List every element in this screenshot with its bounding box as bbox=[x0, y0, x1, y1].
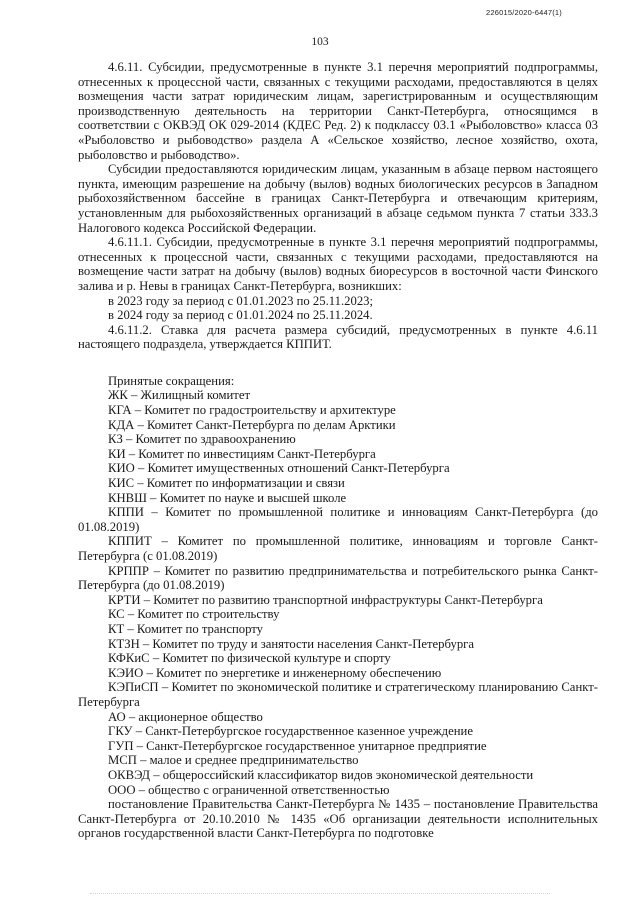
abbreviation-item: КС – Комитет по строительству bbox=[108, 607, 280, 622]
abbreviation-item: ООО – общество с ограниченной ответственностью bbox=[108, 782, 390, 797]
abbreviation-item: КДА – Комитет Санкт-Петербурга по делам Арктики bbox=[108, 417, 396, 432]
abbreviation-item: КГА – Комитет по градостроительству и архитектуре bbox=[108, 403, 396, 418]
abbreviation-item: КППИ – Комитет по промышленной политике и инновациям Санкт-Петербурга (до 01.08.2019) bbox=[78, 505, 598, 534]
abbreviation-item: КППИТ – Комитет по промышленной политике, инновациям и торговле Санкт-Петербурга (с 01.08.2019) bbox=[78, 534, 598, 563]
abbreviation-item: ЖК – Жилищный комитет bbox=[108, 388, 251, 403]
paragraph-subsidy-recipients: Субсидии предоставляются юридическим лицам, указанным в абзаце первом настоящего пункта, имеющим разрешение на добычу (вылов) водных биологических ресурсов в Западном рыбохозяйственном бассейне в границах Санкт-Петербурга и отвечающим критериям, установленным для рыбохозяйственных организаций в абзаце седьмом пункта 7 статьи 333.3 Налогового кодекса Российской Федерации. bbox=[78, 162, 598, 235]
abbreviation-item: постановление Правительства Санкт-Петербурга № 1435 – постановление Правительства Санкт-Петербурга от 20.10.2010 № 1435 «Об организации деятельности исполнительных органов государственной власти Санкт-Петербурга по подготовке bbox=[78, 797, 598, 841]
paragraph-4-6-11-1: 4.6.11.1. Субсидии, предусмотренные в пункте 3.1 перечня мероприятий подпрограммы, отнесенных к процессной части, связанных с текущими расходами, предоставляются на возмещение части затрат на добычу (вылов) водных биоресурсов в восточной части Финского залива и р. Невы в границах Санкт-Петербурга, возникших: bbox=[78, 235, 598, 293]
scan-bottom-edge bbox=[90, 893, 550, 900]
paragraph-4-6-11-2: 4.6.11.2. Ставка для расчета размера субсидий, предусмотренных в пункте 4.6.11 настоящего подраздела, утверждается КППИТ. bbox=[78, 322, 598, 352]
abbreviation-item: КЗ – Комитет по здравоохранению bbox=[108, 432, 296, 447]
abbreviation-item: КФКиС – Комитет по физической культуре и спорту bbox=[108, 651, 391, 666]
abbreviation-item: ГУП – Санкт-Петербургское государственное унитарное предприятие bbox=[108, 738, 487, 753]
paragraph-period-2023: в 2023 году за период с 01.01.2023 по 25.11.2023; bbox=[108, 293, 374, 308]
document-id: 226015/2020-6447(1) bbox=[486, 8, 562, 17]
abbreviation-item: КТЗН – Комитет по труду и занятости населения Санкт-Петербурга bbox=[108, 636, 475, 651]
abbreviation-item: АО – акционерное общество bbox=[108, 709, 263, 724]
abbreviations-heading: Принятые сокращения: bbox=[108, 373, 235, 388]
paragraph-4-6-11: 4.6.11. Субсидии, предусмотренные в пункте 3.1 перечня мероприятий подпрограммы, отнесенных к процессной части, связанных с текущими расходами, предоставляются в целях возмещения части затрат юридическим лицам, зарегистрированным и осуществляющим производственную деятельность на территории Санкт-Петербурга, относящимся в соответствии с ОКВЭД ОК 029-2014 (КДЕС Ред. 2) к подклассу 03.1 «Рыболовство» класса 03 «Рыболовство и рыбоводство» раздела А «Сельское хозяйство, лесное хозяйство, охота, рыболовство и рыбоводство». bbox=[78, 60, 598, 162]
paragraph-period-2024: в 2024 году за период с 01.01.2024 по 25.11.2024. bbox=[108, 308, 373, 323]
abbreviation-item: ГКУ – Санкт-Петербургское государственное казенное учреждение bbox=[108, 724, 473, 739]
document-body bbox=[78, 60, 598, 841]
page-number: 103 bbox=[311, 36, 329, 48]
abbreviation-item: КНВШ – Комитет по науке и высшей школе bbox=[108, 490, 347, 505]
abbreviation-item: КЭПиСП – Комитет по экономической политике и стратегическому планированию Санкт-Петербурга bbox=[78, 680, 598, 709]
abbreviation-item: МСП – малое и среднее предпринимательство bbox=[108, 753, 359, 768]
abbreviation-item: КЭИО – Комитет по энергетике и инженерному обеспечению bbox=[108, 665, 442, 680]
abbreviation-item: КРТИ – Комитет по развитию транспортной инфраструктуры Санкт-Петербурга bbox=[108, 592, 543, 607]
abbreviation-item: КИС – Комитет по информатизации и связи bbox=[108, 476, 345, 491]
abbreviation-item: ОКВЭД – общероссийский классификатор видов экономической деятельности bbox=[108, 767, 534, 782]
abbreviations-list bbox=[78, 388, 598, 840]
abbreviation-item: КТ – Комитет по транспорту bbox=[108, 621, 263, 636]
abbreviation-item: КИ – Комитет по инвестициям Санкт-Петербурга bbox=[108, 446, 376, 461]
abbreviation-item: КИО – Комитет имущественных отношений Санкт-Петербурга bbox=[108, 461, 450, 476]
abbreviation-item: КРППР – Комитет по развитию предпринимательства и потребительского рынка Санкт-Петербурга (до 01.08.2019) bbox=[78, 563, 598, 593]
